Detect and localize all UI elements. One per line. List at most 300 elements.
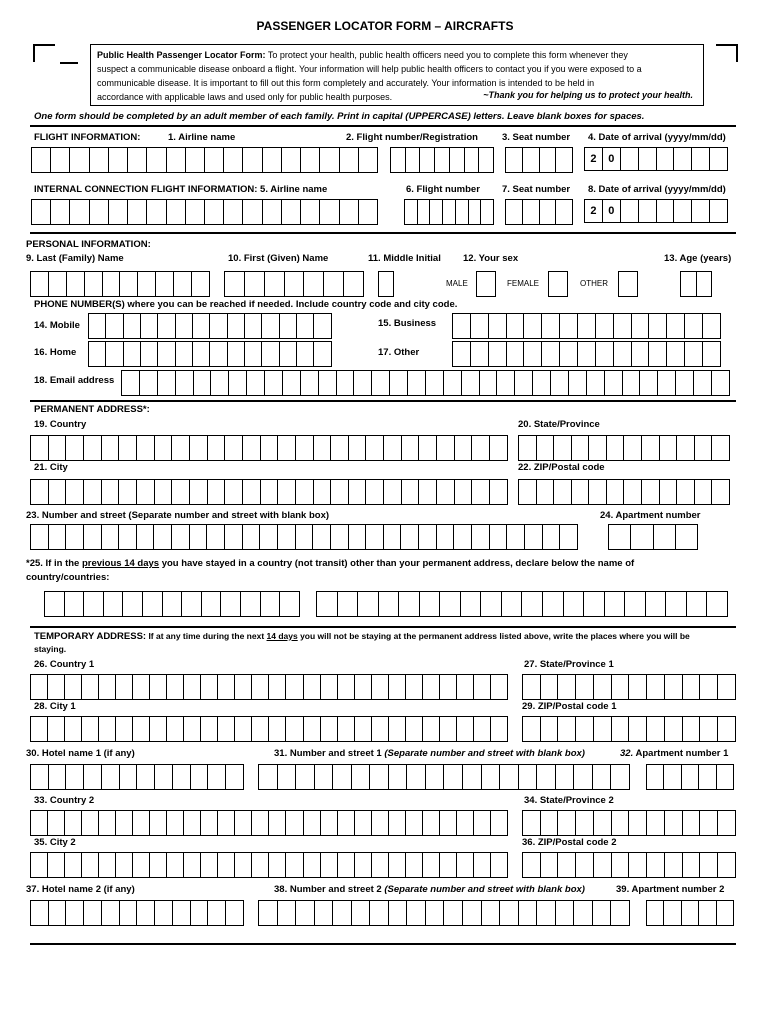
char-box[interactable] <box>263 148 282 172</box>
char-box[interactable] <box>612 811 630 835</box>
char-box[interactable] <box>607 480 625 504</box>
char-box[interactable] <box>524 342 542 366</box>
char-box[interactable] <box>119 480 137 504</box>
street2-input[interactable] <box>258 900 630 926</box>
char-box[interactable] <box>278 901 297 925</box>
char-box[interactable] <box>683 853 701 877</box>
char-box[interactable] <box>558 853 576 877</box>
char-box[interactable] <box>389 717 406 741</box>
char-box[interactable] <box>243 480 261 504</box>
char-box[interactable] <box>444 901 463 925</box>
char-box[interactable] <box>490 436 508 460</box>
char-box[interactable] <box>122 371 140 395</box>
char-box[interactable] <box>574 765 593 789</box>
char-box[interactable] <box>611 901 630 925</box>
char-box[interactable] <box>537 436 555 460</box>
char-box[interactable] <box>558 811 576 835</box>
char-box[interactable] <box>84 525 102 549</box>
char-box[interactable] <box>235 717 252 741</box>
char-box[interactable] <box>359 200 378 224</box>
char-box[interactable] <box>437 525 455 549</box>
home-input[interactable] <box>88 341 332 367</box>
char-box[interactable] <box>48 853 65 877</box>
char-box[interactable] <box>482 901 501 925</box>
char-box[interactable] <box>457 853 474 877</box>
char-box[interactable] <box>594 853 612 877</box>
char-box[interactable] <box>457 717 474 741</box>
char-box[interactable] <box>430 200 443 224</box>
char-box[interactable] <box>89 314 106 338</box>
char-box[interactable] <box>48 717 65 741</box>
char-box[interactable] <box>649 342 667 366</box>
char-box[interactable] <box>99 717 116 741</box>
char-box[interactable] <box>440 811 457 835</box>
char-box[interactable] <box>700 811 718 835</box>
char-box[interactable] <box>90 200 109 224</box>
char-box[interactable] <box>355 811 372 835</box>
char-box[interactable] <box>489 314 507 338</box>
state-input[interactable] <box>518 435 730 461</box>
char-box[interactable] <box>172 436 190 460</box>
char-box[interactable] <box>609 525 631 549</box>
char-box[interactable] <box>402 436 420 460</box>
char-box[interactable] <box>202 592 222 616</box>
char-box[interactable] <box>331 436 349 460</box>
char-box[interactable] <box>116 675 133 699</box>
char-box[interactable] <box>491 853 508 877</box>
char-box[interactable] <box>49 901 67 925</box>
char-box[interactable] <box>556 901 575 925</box>
zip2-input[interactable] <box>522 852 736 878</box>
char-box[interactable] <box>426 765 445 789</box>
char-box[interactable] <box>632 342 650 366</box>
char-box[interactable] <box>502 592 523 616</box>
char-box[interactable] <box>657 148 675 170</box>
char-box[interactable] <box>31 717 48 741</box>
char-box[interactable] <box>338 811 355 835</box>
char-box[interactable] <box>560 342 578 366</box>
char-box[interactable] <box>629 811 647 835</box>
char-box[interactable] <box>389 765 408 789</box>
char-box[interactable] <box>717 765 734 789</box>
char-box[interactable] <box>594 811 612 835</box>
char-box[interactable] <box>205 148 224 172</box>
char-box[interactable] <box>317 592 338 616</box>
char-box[interactable] <box>556 765 575 789</box>
char-box[interactable] <box>167 717 184 741</box>
char-box[interactable] <box>210 342 227 366</box>
char-box[interactable] <box>225 272 245 296</box>
char-box[interactable] <box>560 314 578 338</box>
char-box[interactable] <box>338 717 355 741</box>
char-box[interactable] <box>471 342 489 366</box>
char-box[interactable] <box>172 480 190 504</box>
char-box[interactable] <box>172 525 190 549</box>
char-box[interactable] <box>286 853 303 877</box>
char-box[interactable] <box>133 853 150 877</box>
char-box[interactable] <box>700 675 718 699</box>
char-box[interactable] <box>315 901 334 925</box>
char-box[interactable] <box>632 314 650 338</box>
char-box[interactable] <box>297 342 314 366</box>
char-box[interactable] <box>193 314 210 338</box>
char-box[interactable] <box>443 200 456 224</box>
char-box[interactable] <box>463 765 482 789</box>
char-box[interactable] <box>666 592 687 616</box>
char-box[interactable] <box>245 272 265 296</box>
char-box[interactable] <box>676 525 698 549</box>
char-box[interactable] <box>541 853 559 877</box>
char-box[interactable] <box>717 901 734 925</box>
email-input[interactable] <box>121 370 730 396</box>
char-box[interactable] <box>243 436 261 460</box>
sex-female-checkbox[interactable] <box>548 271 568 297</box>
char-box[interactable] <box>225 436 243 460</box>
state2-input[interactable] <box>522 810 736 836</box>
char-box[interactable] <box>507 342 525 366</box>
char-box[interactable] <box>683 675 701 699</box>
char-box[interactable] <box>155 480 173 504</box>
char-box[interactable] <box>647 901 664 925</box>
char-box[interactable] <box>507 314 525 338</box>
char-box[interactable] <box>406 148 421 172</box>
char-box[interactable] <box>712 436 730 460</box>
char-box[interactable] <box>32 148 51 172</box>
char-box[interactable] <box>201 717 218 741</box>
char-box[interactable] <box>138 272 156 296</box>
char-box[interactable] <box>192 272 210 296</box>
char-box[interactable] <box>283 371 301 395</box>
connection-seat-input[interactable] <box>505 199 573 225</box>
char-box[interactable] <box>167 148 186 172</box>
char-box[interactable] <box>549 272 568 296</box>
first-name-input[interactable] <box>224 271 364 297</box>
char-box[interactable] <box>191 765 209 789</box>
char-box[interactable] <box>481 592 502 616</box>
char-box[interactable] <box>700 717 718 741</box>
connection-flight-number-input[interactable] <box>404 199 494 225</box>
char-box[interactable] <box>349 525 367 549</box>
char-box[interactable] <box>366 525 384 549</box>
char-box[interactable] <box>654 525 676 549</box>
char-box[interactable] <box>49 272 67 296</box>
age-input[interactable] <box>680 271 712 297</box>
char-box[interactable] <box>372 675 389 699</box>
char-box[interactable] <box>104 592 124 616</box>
char-box[interactable] <box>556 200 573 224</box>
char-box[interactable] <box>143 592 163 616</box>
char-box[interactable] <box>224 200 243 224</box>
char-box[interactable] <box>612 717 630 741</box>
char-box[interactable] <box>453 314 471 338</box>
char-box[interactable] <box>611 765 630 789</box>
char-box[interactable] <box>128 200 147 224</box>
char-box[interactable] <box>278 525 296 549</box>
char-box[interactable] <box>85 272 103 296</box>
char-box[interactable] <box>90 148 109 172</box>
char-box[interactable] <box>384 480 402 504</box>
char-box[interactable] <box>301 371 319 395</box>
char-box[interactable] <box>407 765 426 789</box>
char-box[interactable] <box>163 592 183 616</box>
business-input[interactable] <box>452 313 721 339</box>
char-box[interactable] <box>226 765 244 789</box>
char-box[interactable] <box>262 342 279 366</box>
char-box[interactable] <box>578 342 596 366</box>
char-box[interactable] <box>65 811 82 835</box>
char-box[interactable] <box>551 371 569 395</box>
char-box[interactable] <box>182 592 202 616</box>
char-box[interactable] <box>440 853 457 877</box>
char-box[interactable] <box>419 436 437 460</box>
char-box[interactable] <box>137 480 155 504</box>
char-box[interactable] <box>245 314 262 338</box>
char-box[interactable] <box>321 811 338 835</box>
char-box[interactable] <box>435 148 450 172</box>
other-phone-input[interactable] <box>452 341 721 367</box>
char-box[interactable] <box>259 901 278 925</box>
char-box[interactable] <box>116 717 133 741</box>
char-box[interactable] <box>621 200 639 222</box>
char-box[interactable] <box>211 371 229 395</box>
char-box[interactable] <box>697 272 713 296</box>
char-box[interactable] <box>576 811 594 835</box>
char-box[interactable] <box>674 148 692 170</box>
char-box[interactable] <box>405 200 418 224</box>
char-box[interactable] <box>541 675 559 699</box>
char-box[interactable] <box>372 811 389 835</box>
char-box[interactable] <box>278 436 296 460</box>
char-box[interactable] <box>718 717 736 741</box>
char-box[interactable] <box>619 272 638 296</box>
char-box[interactable] <box>224 148 243 172</box>
char-box[interactable] <box>190 480 208 504</box>
char-box[interactable] <box>647 765 664 789</box>
char-box[interactable] <box>389 675 406 699</box>
char-box[interactable] <box>629 853 647 877</box>
char-box[interactable] <box>401 525 419 549</box>
char-box[interactable] <box>629 717 647 741</box>
char-box[interactable] <box>296 480 314 504</box>
char-box[interactable] <box>646 592 667 616</box>
char-box[interactable] <box>718 675 736 699</box>
char-box[interactable] <box>500 901 519 925</box>
char-box[interactable] <box>576 675 594 699</box>
char-box[interactable] <box>261 436 279 460</box>
char-box[interactable] <box>150 675 167 699</box>
char-box[interactable] <box>366 480 384 504</box>
char-box[interactable] <box>120 901 138 925</box>
char-box[interactable] <box>665 717 683 741</box>
char-box[interactable] <box>667 342 685 366</box>
char-box[interactable] <box>471 314 489 338</box>
char-box[interactable] <box>426 901 445 925</box>
char-box[interactable] <box>207 525 225 549</box>
char-box[interactable] <box>506 200 523 224</box>
char-box[interactable] <box>523 148 540 172</box>
char-box[interactable] <box>338 675 355 699</box>
arrival-date-input[interactable] <box>584 147 728 171</box>
char-box[interactable] <box>167 811 184 835</box>
char-box[interactable] <box>320 148 339 172</box>
char-box[interactable] <box>263 200 282 224</box>
char-box[interactable] <box>612 853 630 877</box>
airline-input[interactable] <box>31 147 378 173</box>
char-box[interactable] <box>674 200 692 222</box>
char-box[interactable] <box>370 765 389 789</box>
char-box[interactable] <box>695 480 713 504</box>
char-box[interactable] <box>574 901 593 925</box>
char-box[interactable] <box>423 853 440 877</box>
char-box[interactable] <box>99 675 116 699</box>
char-box[interactable] <box>51 200 70 224</box>
char-box[interactable] <box>313 525 331 549</box>
char-box[interactable] <box>49 480 67 504</box>
char-box[interactable] <box>49 765 67 789</box>
char-box[interactable] <box>285 272 305 296</box>
char-box[interactable] <box>120 765 138 789</box>
char-box[interactable] <box>102 901 120 925</box>
char-box[interactable] <box>337 371 355 395</box>
previous-country-2-input[interactable] <box>316 591 728 617</box>
char-box[interactable] <box>184 717 201 741</box>
char-box[interactable] <box>541 811 559 835</box>
char-box[interactable] <box>402 480 420 504</box>
connection-date-input[interactable] <box>584 199 728 223</box>
char-box[interactable] <box>109 200 128 224</box>
char-box[interactable] <box>692 200 710 222</box>
char-box[interactable] <box>252 675 269 699</box>
char-box[interactable] <box>692 148 710 170</box>
char-box[interactable] <box>453 342 471 366</box>
city-input[interactable] <box>30 479 508 505</box>
char-box[interactable] <box>319 371 337 395</box>
char-box[interactable] <box>681 272 697 296</box>
char-box[interactable] <box>331 480 349 504</box>
char-box[interactable] <box>489 342 507 366</box>
char-box[interactable] <box>354 371 372 395</box>
char-box[interactable] <box>665 811 683 835</box>
char-box[interactable] <box>65 592 85 616</box>
char-box[interactable] <box>218 717 235 741</box>
char-box[interactable] <box>564 592 585 616</box>
char-box[interactable] <box>243 200 262 224</box>
char-box[interactable] <box>589 480 607 504</box>
char-box[interactable] <box>419 525 437 549</box>
char-box[interactable] <box>677 480 695 504</box>
char-box[interactable] <box>221 592 241 616</box>
apt2-input[interactable] <box>646 900 734 926</box>
char-box[interactable] <box>440 675 457 699</box>
char-box[interactable] <box>647 811 665 835</box>
char-box[interactable] <box>106 314 123 338</box>
char-box[interactable] <box>167 675 184 699</box>
char-box[interactable] <box>133 811 150 835</box>
char-box[interactable] <box>649 314 667 338</box>
char-box[interactable] <box>116 811 133 835</box>
char-box[interactable] <box>102 436 120 460</box>
char-box[interactable] <box>66 480 84 504</box>
char-box[interactable] <box>301 200 320 224</box>
char-box[interactable] <box>474 675 491 699</box>
char-box[interactable] <box>260 525 278 549</box>
char-box[interactable] <box>384 525 402 549</box>
char-box[interactable] <box>123 592 143 616</box>
char-box[interactable] <box>710 148 728 170</box>
char-box[interactable] <box>150 811 167 835</box>
char-box[interactable] <box>261 592 281 616</box>
char-box[interactable] <box>191 901 209 925</box>
char-box[interactable] <box>523 717 541 741</box>
char-box[interactable] <box>389 811 406 835</box>
char-box[interactable] <box>228 342 245 366</box>
char-box[interactable] <box>321 717 338 741</box>
char-box[interactable] <box>560 525 578 549</box>
char-box[interactable] <box>158 371 176 395</box>
char-box[interactable] <box>614 314 632 338</box>
char-box[interactable] <box>324 272 344 296</box>
char-box[interactable] <box>235 811 252 835</box>
char-box[interactable] <box>682 901 699 925</box>
char-box[interactable] <box>176 371 194 395</box>
char-box[interactable] <box>454 525 472 549</box>
char-box[interactable] <box>102 525 120 549</box>
char-box[interactable] <box>65 675 82 699</box>
char-box[interactable] <box>280 342 297 366</box>
char-box[interactable] <box>389 901 408 925</box>
char-box[interactable] <box>707 592 728 616</box>
char-box[interactable] <box>576 853 594 877</box>
sex-other-checkbox[interactable] <box>618 271 638 297</box>
char-box[interactable] <box>607 436 625 460</box>
char-box[interactable] <box>444 371 462 395</box>
char-box[interactable] <box>297 314 314 338</box>
char-box[interactable] <box>437 436 455 460</box>
char-box[interactable] <box>543 525 561 549</box>
char-box[interactable] <box>665 675 683 699</box>
char-box[interactable] <box>556 148 573 172</box>
char-box[interactable] <box>718 853 736 877</box>
char-box[interactable] <box>320 200 339 224</box>
char-box[interactable] <box>541 717 559 741</box>
char-box[interactable] <box>423 675 440 699</box>
char-box[interactable] <box>349 436 367 460</box>
char-box[interactable] <box>537 480 555 504</box>
char-box[interactable] <box>49 436 67 460</box>
char-box[interactable] <box>158 342 175 366</box>
char-box[interactable] <box>66 901 84 925</box>
char-box[interactable] <box>699 901 716 925</box>
char-box[interactable] <box>624 480 642 504</box>
char-box[interactable] <box>31 853 48 877</box>
char-box[interactable] <box>349 480 367 504</box>
char-box[interactable] <box>173 901 191 925</box>
char-box[interactable] <box>474 811 491 835</box>
char-box[interactable] <box>89 342 106 366</box>
char-box[interactable] <box>572 436 590 460</box>
char-box[interactable] <box>247 371 265 395</box>
char-box[interactable] <box>155 901 173 925</box>
char-box[interactable] <box>540 148 557 172</box>
char-box[interactable] <box>269 811 286 835</box>
char-box[interactable] <box>218 853 235 877</box>
char-box[interactable] <box>269 717 286 741</box>
state1-input[interactable] <box>522 674 736 700</box>
char-box[interactable] <box>261 480 279 504</box>
char-box[interactable] <box>406 717 423 741</box>
char-box[interactable] <box>685 314 703 338</box>
char-box[interactable] <box>84 901 102 925</box>
